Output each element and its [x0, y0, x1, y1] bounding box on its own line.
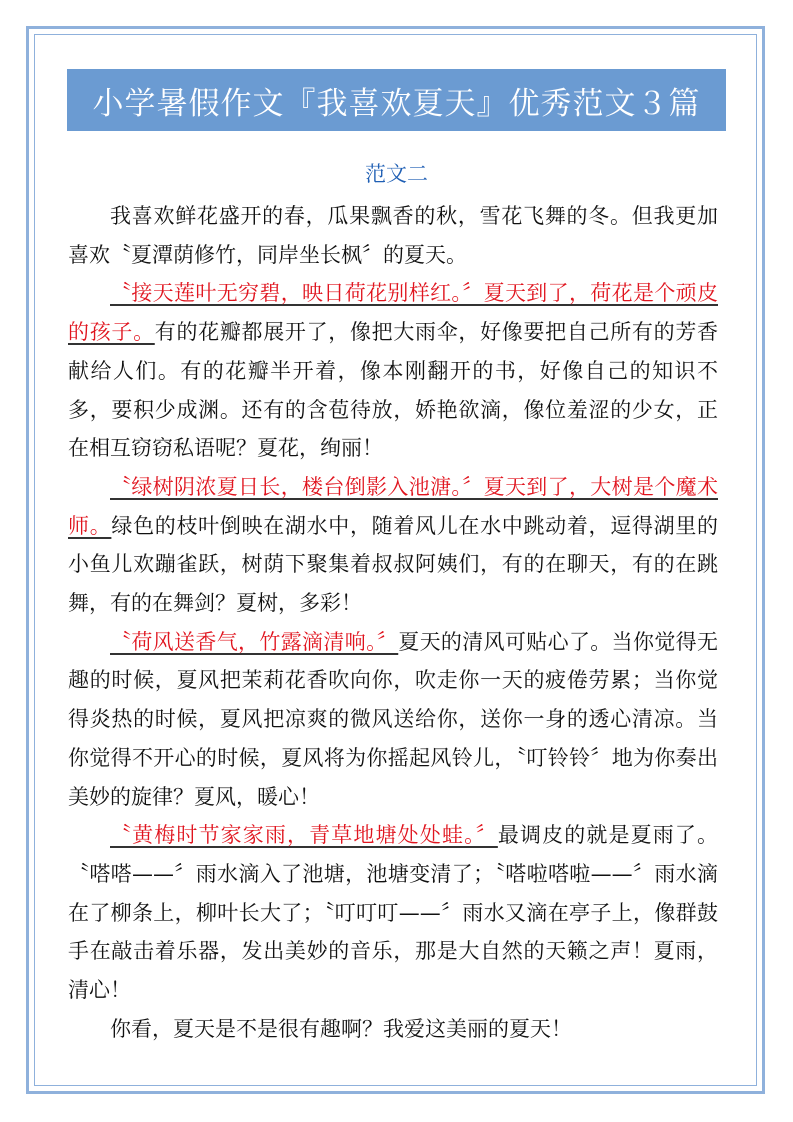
paragraph: [68, 197, 718, 274]
quote-highlight: 〝黄梅时节家家雨，青草地塘处处蛙。〞: [110, 823, 498, 848]
quote-highlight: 〝接天莲叶无穷碧，映日荷花别样红。〞夏天到了，荷花是个顽皮的孩子。: [68, 281, 718, 345]
quote-highlight: 〝荷风送香气，竹露滴清响。〞: [110, 629, 399, 654]
paragraph: [68, 274, 718, 468]
paragraph-text: 你看，夏天是不是很有趣啊？我爱这美丽的夏天！: [110, 1016, 572, 1041]
quote-highlight: 〝绿树阴浓夏日长，楼台倒影入池溏。〞夏天到了，大树是个魔术师。: [68, 474, 718, 538]
paragraph: [68, 468, 718, 623]
paragraph-text: 有的花瓣都展开了，像把大雨伞，好像要把自己所有的芳香献给人们。有的花瓣半开着，像本刚翻开的书，好像自己的知识不多，要积少成渊。还有的含苞待放，娇艳欲滴，像位羞涩的少女，正在相互窃窃私语呢？夏花，绚丽！: [68, 320, 719, 461]
essay-body: [68, 197, 718, 1048]
paragraph-text: 我喜欢鲜花盛开的春，瓜果飘香的秋，雪花飞舞的冬。但我更加喜欢〝夏潭荫修竹，同岸坐长枫〞的夏天。: [68, 204, 718, 267]
paragraph: [68, 1010, 718, 1049]
paragraph-text: 夏天的清风可贴心了。当你觉得无趣的时候，夏风把茉莉花香吹向你，吹走你一天的疲倦劳累；当你觉得炎热的时候，夏风把凉爽的微风送给你，送你一身的透心清凉。当你觉得不开心的时候，夏风将为你摇起风铃儿，〝叮铃铃〞地为你奏出美妙的旋律？夏风，暖心！: [68, 629, 718, 809]
paragraph-text: 最调皮的就是夏雨了。〝嗒嗒——〞雨水滴入了池塘，池塘变清了；〝嗒啦嗒啦——〞雨水滴在了柳条上，柳叶长大了；〝叮叮叮——〞雨水又滴在亭子上，像群鼓手在敲击着乐器，发出美妙的音乐，那是大自然的天籁之声！夏雨，清心！: [68, 823, 719, 1003]
paragraph: [68, 816, 718, 1010]
paragraph: [68, 623, 718, 817]
paragraph-text: 绿色的枝叶倒映在湖水中，随着风儿在水中跳动着，逗得湖里的小鱼儿欢蹦雀跃，树荫下聚集着叔叔阿姨们，有的在聊天，有的在跳舞，有的在舞剑？夏树，多彩！: [68, 513, 719, 616]
page-title: 小学暑假作文『我喜欢夏天』优秀范文３篇: [67, 69, 726, 131]
essay-subtitle: 范文二: [365, 162, 428, 186]
